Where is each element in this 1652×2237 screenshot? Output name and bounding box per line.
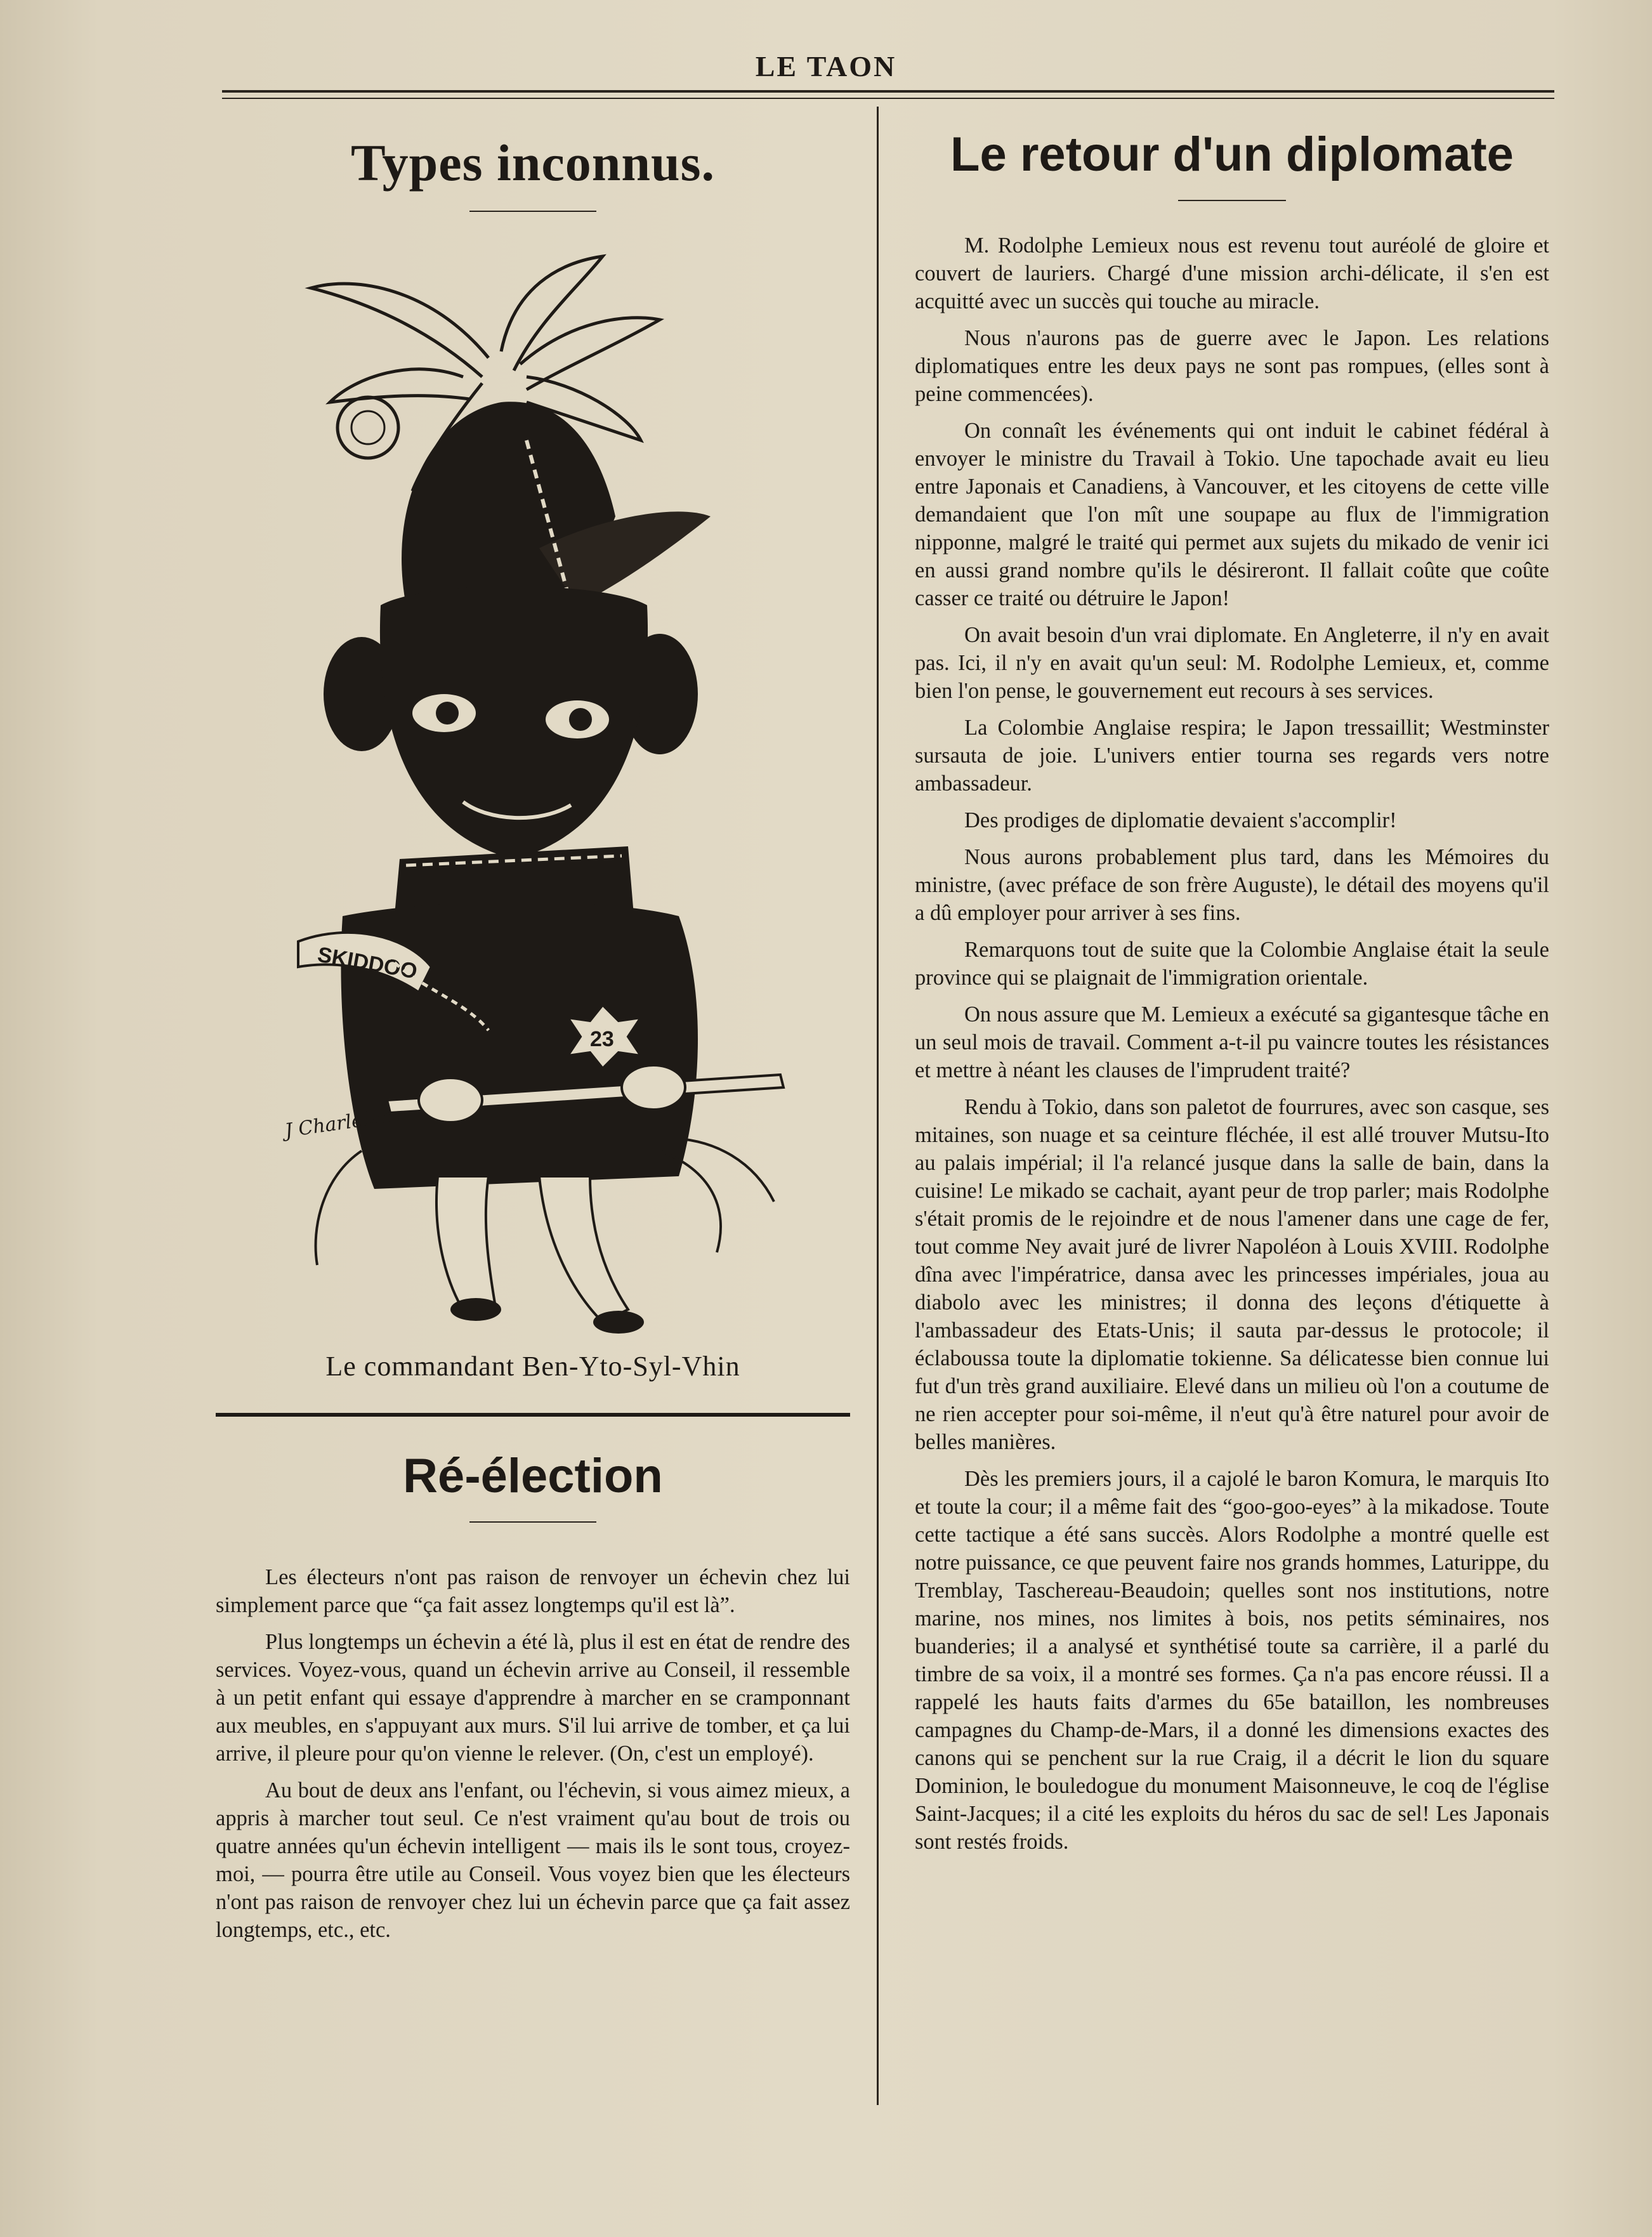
paragraph: La Colombie Anglaise respira; le Japon tressaillit; Westminster sursauta de joie. L'univers entier tourna ses regards vers notre ambassadeur. [915,716,1549,796]
header-rule-thin [222,98,1554,99]
paragraph: Nous aurons probablement plus tard, dans les Mémoires du ministre, (avec préface de son frère Auguste), le détail des moyens qu'il a dû employer pour arriver à ses fins. [915,845,1549,925]
paragraph: M. Rodolphe Lemieux nous est revenu tout auréolé de gloire et couvert de lauriers. Chargé d'une mission archi-délicate, il s'en est acquitté avec un succès qui touche au miracle. [915,233,1549,313]
re-election-title: Ré-élection [403,1449,663,1503]
sash-text: SKIDDOO [315,942,419,984]
paragraph: On avait besoin d'un vrai diplomate. En Angleterre, il n'y en avait pas. Ici, il n'y en avait qu'un seul: M. Rodolphe Lemieux, et, comme bien l'on pense, le gouvernement eut recours à ses services. [915,623,1549,703]
paragraph: Remarquons tout de suite que la Colombie Anglaise était la seule province qui se plaignait de l'immigration orientale. [915,938,1549,990]
diplomate-article [915,232,1549,1856]
rosette-icon [338,397,398,458]
paragraph: Rendu à Tokio, dans son paletot de fourrures, avec son casque, ses mitaines, son nuage et sa ceinture fléchée, il est allé trouver Mutsu-Ito au palais impérial; il l'a relancé jusque dans la salle de bain, dans la cuisine! Le mikado se cachait, ayant peur de trop parler; mais Rodolphe s'était promis de le rejoindre et de nous l'amener dans une cage de fer, tout comme Ney avait juré de livrer Napoléon à Louis XVIII. Rodolphe dîna avec l'impératrice, dansa avec les princesses impériales, joua au diabolo avec les ministres; il donna des leçons d'étiquette à l'ambassadeur des Etats-Unis; il sauta par-dessus le protocole; il éclaboussa toute la diplomatie tokienne. Sa délicatesse bien connue lui fut d'un très grand auxiliaire. Elevé dans un milieu où l'on a coutume de ne rien accepter pour soi-même, il n'eut qu'à être naturel pour avoir de belles manières. [915,1095,1549,1454]
artist-signature: J Charlebois [283,1103,403,1143]
title-underline [469,1521,596,1523]
paragraph: On nous assure que M. Lemieux a exécuté sa gigantesque tâche en un seul mois de travail. Comment a-t-il pu vaincre toutes les résistances et mettre à néant les clauses de l'imprudent traité? [915,1002,1549,1082]
diplomate-title: Le retour d'un diplomate [950,128,1514,181]
types-inconnus-title: Types inconnus. [350,134,716,192]
column-divider [877,107,879,2105]
section-rule [216,1413,850,1417]
paragraph: Des prodiges de diplomatie devaient s'accomplir! [964,808,1397,832]
badge-number: 23 [590,1027,614,1051]
title-underline [1178,200,1286,201]
left-column [216,108,850,1953]
paragraph: Nous n'aurons pas de guerre avec le Japon. Les relations diplomatiques entre les deux pays ne sont pas rompues, (elles sont à peine commencées). [915,326,1549,406]
masthead: LE TAON [755,50,897,82]
paragraph: Plus longtemps un échevin a été là, plus il est en état de rendre des services. Voyez-vous, quand un échevin arrive au Conseil, il ressemble à un petit enfant qui essaye d'apprendre à marcher en se cramponnant aux meubles, en s'appuyant aux murs. S'il lui arrive de tomber, et ça lui arrive, il pleure pour qu'on vienne le relever. (On, c'est un employé). [216,1630,850,1766]
paragraph: Les électeurs n'ont pas raison de renvoyer un échevin chez lui simplement parce que “ça fait assez longtemps qu'il est là”. [216,1565,850,1617]
paragraph: Au bout de deux ans l'enfant, ou l'échevin, si vous aimez mieux, a appris à marcher tout seul. Ce n'est vraiment qu'au bout de trois ou quatre années qu'un échevin intelligent — mais ils le sont tous, croyez-moi, — pourra être utile au Conseil. Vous voyez bien que les électeurs n'ont pas raison de renvoyer chez lui un échevin parce que ça fait assez longtemps, etc., etc. [216,1778,850,1942]
paragraph: Dès les premiers jours, il a cajolé le baron Komura, le marquis Ito et toute la cour; il a même fait des “goo-goo-eyes” à la mikadose. Toute cette tactique a été sans succès. Alors Rodolphe a montré quelle est notre puissance, ce que peuvent faire nos grands hommes, Laturippe, du Tremblay, Taschereau-Beaudoin; quelles sont nos institutions, notre marine, nos mines, nos limites à bois, nos petits séminaires, nos buanderies; il a analysé et synthétisé toute sa carrière, il a parlé du timbre de sa voix, il a montré ses formes. Ça n'a pas encore réussi. Il a rappelé les hauts faits d'armes du 65e bataillon, les nombreuses campagnes du Champ-de-Mars, il a donné les dimensions exactes des canons qui se penchent sur la rue Craig, il a décrit le lion du square Dominion, le bouledogue du monument Maisonneuve, le coq de l'église Saint-Jacques; il a cité les exploits du héros du sac de sel! Les Japonais sont restés froids. [915,1467,1549,1854]
caricature-illustration [273,250,793,1341]
right-column [915,108,1549,1865]
caricature-caption: Le commandant Ben-Yto-Syl-Vhin [325,1351,740,1382]
header-rule [222,90,1554,93]
re-election-article [216,1563,850,1944]
paragraph: On connaît les événements qui ont induit le cabinet fédéral à envoyer le ministre du Travail à Tokio. Une tapochade avait eu lieu entre Japonais et Canadiens, à Vancouver, et les citoyens de cette ville demandaient que l'on mît une soupape au flux de l'immigration nipponne, malgré le traité qui permet aux sujets du mikado de venir ici en aussi grand nombre qu'ils le désireront. Il fallait coûte que coûte casser ce traité ou détruire le Japon! [915,419,1549,610]
title-underline [469,211,596,212]
